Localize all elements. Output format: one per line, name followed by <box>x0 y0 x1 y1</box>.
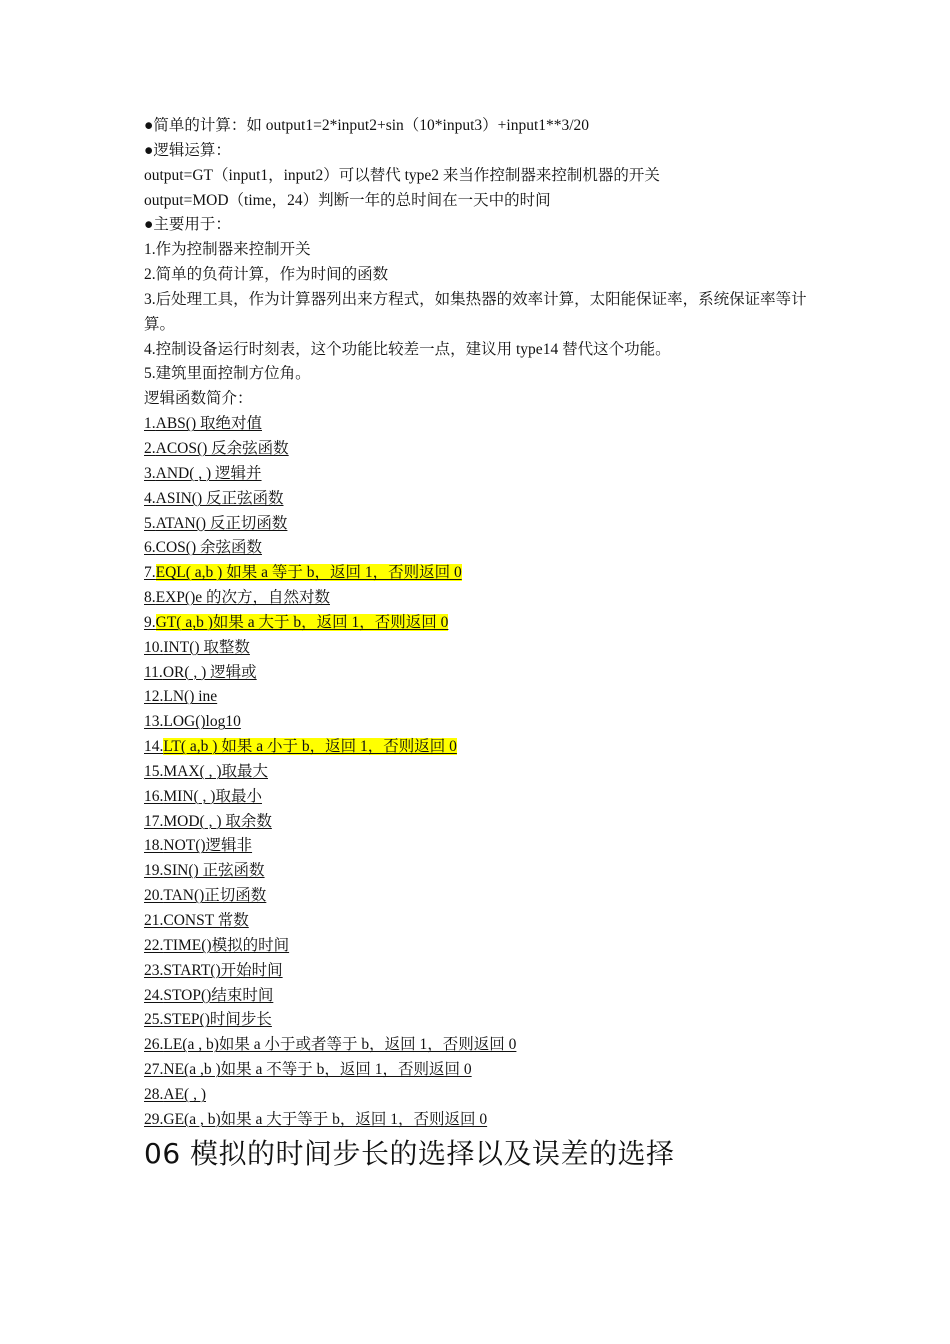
function-text: START()开始时间 <box>163 961 283 979</box>
function-text: INT() 取整数 <box>163 638 250 656</box>
function-text: LE(a , b)如果 a 小于或者等于 b，返回 1，否则返回 0 <box>163 1036 517 1054</box>
function-number: 16. <box>144 787 164 805</box>
document-body <box>144 114 824 1133</box>
function-text: OR( , ) 逻辑或 <box>162 663 257 681</box>
function-item <box>144 959 824 984</box>
function-number: 2. <box>144 439 156 457</box>
function-number: 5. <box>144 514 156 532</box>
functions-title: 逻辑函数简介： <box>144 390 253 408</box>
function-number: 9. <box>144 613 156 631</box>
function-number: 13. <box>144 713 164 731</box>
function-item <box>144 462 824 487</box>
function-number: 4. <box>144 489 156 507</box>
function-text: AE( , ) <box>163 1085 206 1103</box>
function-number: 25. <box>144 1011 164 1029</box>
function-text: LOG()log10 <box>163 713 241 731</box>
function-number: 14. <box>144 738 164 756</box>
function-text: GT( a,b )如果 a 大于 b，返回 1，否则返回 0 <box>155 613 449 631</box>
function-item <box>144 512 824 537</box>
function-text: ATAN() 反正切函数 <box>155 514 288 532</box>
function-item <box>144 611 824 636</box>
function-text: MOD( , ) 取余数 <box>163 812 272 830</box>
function-text: LT( a,b ) 如果 a 小于 b，返回 1，否则返回 0 <box>163 738 457 756</box>
function-text: LN() ine <box>163 688 218 706</box>
function-item <box>144 561 824 586</box>
function-text: STEP()时间步长 <box>163 1011 272 1029</box>
function-item <box>144 1008 824 1033</box>
function-item <box>144 636 824 661</box>
function-number: 27. <box>144 1061 164 1079</box>
example-mod: output=MOD（time，24）判断一年的总时间在一天中的时间 <box>144 191 551 209</box>
function-number: 23. <box>144 961 164 979</box>
example-gt: output=GT（input1，input2）可以替代 type2 来当作控制器来控制机器的开关 <box>144 166 660 184</box>
function-item <box>144 785 824 810</box>
function-item <box>144 834 824 859</box>
function-text: TAN()正切函数 <box>163 887 267 905</box>
function-item <box>144 810 824 835</box>
function-text: CONST 常数 <box>163 912 249 929</box>
function-list <box>144 412 824 1132</box>
function-item <box>144 859 824 884</box>
function-item <box>144 661 824 686</box>
use-item-5: 5.建筑里面控制方位角。 <box>144 365 311 383</box>
function-number: 28. <box>144 1085 164 1103</box>
function-text: AND( , ) 逻辑并 <box>155 464 262 482</box>
function-number: 7. <box>144 564 156 582</box>
function-number: 22. <box>144 936 164 954</box>
function-text: EXP()e 的次方，自然对数 <box>155 589 330 607</box>
function-item <box>144 1108 824 1133</box>
function-text: COS() 余弦函数 <box>155 539 262 557</box>
function-number: 10. <box>144 638 164 656</box>
function-text: NOT()逻辑非 <box>163 837 253 855</box>
function-text: EQL( a,b ) 如果 a 等于 b，返回 1，否则返回 0 <box>155 564 462 582</box>
function-number: 19. <box>144 862 164 880</box>
function-text: MIN( , )取最小 <box>163 787 262 805</box>
function-item <box>144 710 824 735</box>
function-item <box>144 1083 824 1108</box>
function-item <box>144 1058 824 1083</box>
function-text: SIN() 正弦函数 <box>163 862 265 880</box>
function-text: TIME()模拟的时间 <box>163 936 290 954</box>
use-item-4: 4.控制设备运行时刻表，这个功能比较差一点，建议用 type14 替代这个功能。 <box>144 340 671 358</box>
function-item <box>144 934 824 959</box>
function-text: ACOS() 反余弦函数 <box>155 439 289 457</box>
function-number: 29. <box>144 1110 164 1128</box>
function-number: 1. <box>144 415 156 433</box>
section-heading: 06 模拟的时间步长的选择以及误差的选择 <box>144 1137 675 1170</box>
function-item <box>144 909 824 934</box>
function-number: 6. <box>144 539 156 557</box>
use-item-1: 1.作为控制器来控制开关 <box>144 241 311 259</box>
function-item <box>144 984 824 1009</box>
function-text: MAX( , )取最大 <box>163 762 268 780</box>
function-item <box>144 735 824 760</box>
function-item <box>144 1033 824 1058</box>
function-number: 21. <box>144 912 164 929</box>
calc-line: ●简单的计算：如 output1=2*input2+sin（10*input3）+input1**3/20 <box>144 117 590 134</box>
function-number: 11. <box>144 663 163 681</box>
use-item-2: 2.简单的负荷计算，作为时间的函数 <box>144 266 389 284</box>
function-text: ASIN() 反正弦函数 <box>155 489 284 507</box>
function-number: 18. <box>144 837 164 855</box>
function-item <box>144 586 824 611</box>
uses-title: ●主要用于： <box>144 216 231 234</box>
function-text: ABS() 取绝对值 <box>155 415 262 433</box>
function-item <box>144 760 824 785</box>
function-item <box>144 536 824 561</box>
function-number: 15. <box>144 762 164 780</box>
function-number: 24. <box>144 986 164 1004</box>
function-text: STOP()结束时间 <box>163 986 274 1004</box>
function-number: 20. <box>144 887 164 905</box>
function-number: 12. <box>144 688 164 706</box>
function-number: 17. <box>144 812 164 830</box>
function-text: NE(a ,b )如果 a 不等于 b，返回 1，否则返回 0 <box>163 1061 472 1079</box>
function-item <box>144 685 824 710</box>
function-item <box>144 437 824 462</box>
function-number: 26. <box>144 1036 164 1054</box>
logic-title: ●逻辑运算： <box>144 141 231 159</box>
function-number: 3. <box>144 464 156 482</box>
function-text: GE(a , b)如果 a 大于等于 b，返回 1，否则返回 0 <box>163 1110 488 1128</box>
function-item <box>144 412 824 437</box>
function-number: 8. <box>144 589 156 607</box>
use-item-3: 3.后处理工具，作为计算器列出来方程式，如集热器的效率计算，太阳能保证率，系统保证率等计算。 <box>144 290 807 333</box>
function-item <box>144 884 824 909</box>
function-item <box>144 487 824 512</box>
